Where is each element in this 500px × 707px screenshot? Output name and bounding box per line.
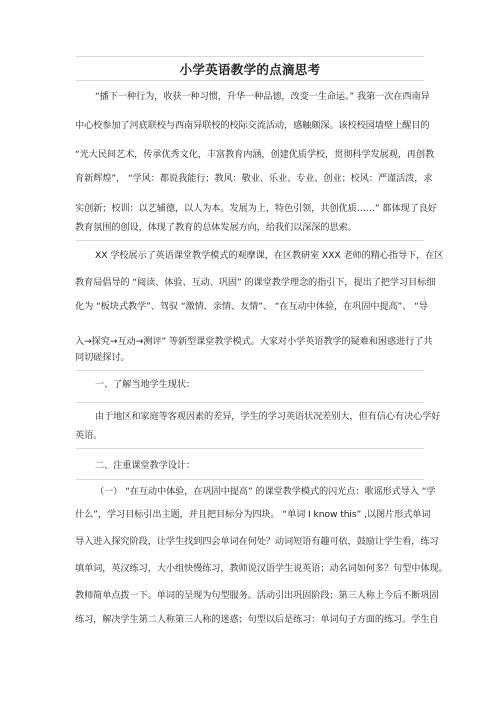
section-rule	[76, 402, 424, 403]
section-rule	[76, 448, 424, 449]
paragraph-line: 中心校参加了河底联校与西南异联校的校际交流活动，感触颇深。该校校园墙壁上醒目的	[75, 120, 430, 131]
margin-mark	[424, 296, 425, 306]
paragraph-line: 入→探究→互动→测评” 等新型课堂教学模式。大家对小学英语教学的疑难和困惑进行了共	[75, 336, 433, 347]
paragraph-line: 由于地区和家庭等客观因素的差异，学生的学习英语状况差别大，但有信心有决心学好	[95, 411, 441, 422]
title-rule	[76, 56, 424, 57]
paragraph-line: “光大民间艺术，传承优秀文化，丰富教育内涵，创建优质学校，贯彻科学发展观，再创教	[75, 149, 435, 160]
paragraph-line: 化为 “板块式教学”、驾驭 “激情、亲情、友情”、 “在互动中体验，在巩固中提高”、 “导	[75, 301, 428, 312]
section-rule	[76, 240, 424, 241]
document-title: 小学英语教学的点滴思考	[179, 62, 321, 77]
paragraph-line: 练习，解决学生第二人称第三人称的迷惑；句型以后是练习：单词句子方面的练习。学生自	[75, 614, 439, 625]
paragraph-line: 什么”，学习目标引出主题，并且把目标分为四块。 “单词 I know this” ,以图片形式单词	[75, 509, 431, 520]
title-underline	[76, 80, 424, 81]
paragraph-line: 英语。	[75, 430, 103, 441]
paragraph-line: 教师简单点拨一下。单词的呈现为句型服务。活动引出巩固阶段；第三人称上今后不断巩固	[75, 590, 439, 601]
paragraph-line: 填单词，英汉练习，大小组快慢练习，教师说汉语学生说英语；动名词如何多？句型中体现。	[75, 563, 448, 574]
section-heading: 二、注重课堂教学设计：	[95, 460, 195, 471]
paragraph-line: XX 学校展示了英语课堂教学模式的观摩课，在区教研室 XXX 老师的精心指导下，在区	[95, 250, 444, 261]
paragraph-line: 教育氛围的创设，体现了教育的总体发展方向，给我们以深深的思索。	[75, 222, 357, 233]
paragraph-line: （一） “在互动中体验，在巩固中提高” 的课堂教学模式的闪光点：歌谣形式导入 “学	[95, 486, 436, 497]
paragraph-line: 教育局倡导的 “阅读、体验、互动、巩固” 的课堂教学理念的指引下，提出了把学习目标细	[75, 277, 436, 288]
paragraph-line: 导入进入探究阶段，让学生找到四会单词在何处？动词短语有趣可依，鼓励让学生看，练习	[75, 536, 439, 547]
paragraph-line: “播下一种行为，收获一种习惯，升华一种品德，改变一生命运。” 我第一次在西南异	[95, 91, 430, 102]
paragraph-line: 同切磋探讨。	[75, 352, 130, 363]
section-heading: 一、了解当地学生现状：	[95, 379, 195, 390]
section-rule	[76, 370, 424, 371]
paragraph-line: 育新辉煌”， “学风：都说我能行；教风：敬业、乐业、专业、创业；校风：严谨活泼，求	[75, 173, 433, 184]
section-rule	[76, 479, 424, 480]
paragraph-line: 实创新；校训：以艺辅德，以人为本。发展为上，特色引领，共创优质……” 都体现了良好	[75, 203, 437, 214]
